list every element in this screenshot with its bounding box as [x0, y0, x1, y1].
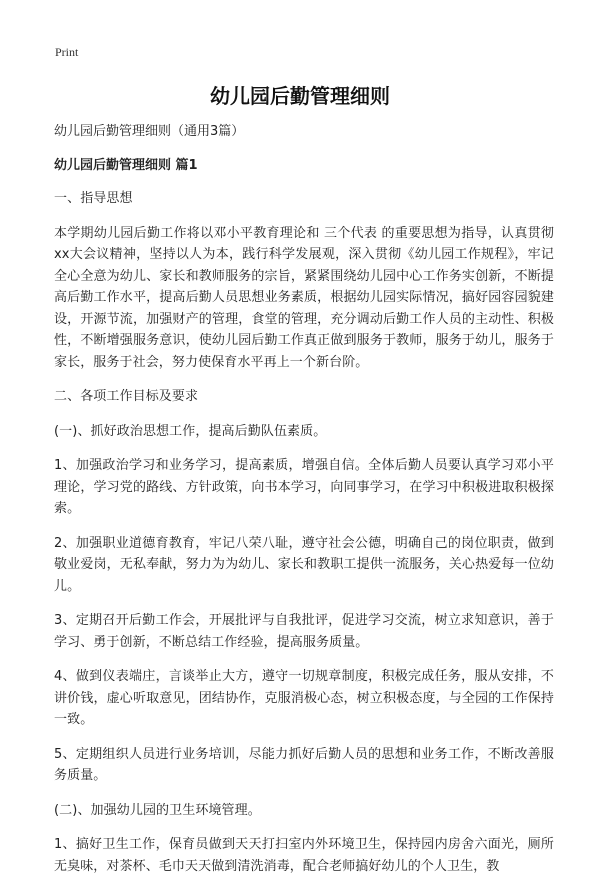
paragraph-item-5: 5、定期组织人员进行业务培训，尽能力抓好后勤人员的思想和业务工作，不断改善服务质量。 — [54, 746, 554, 783]
section-heading: 幼儿园后勤管理细则 篇1 — [54, 157, 198, 173]
print-label: Print — [55, 45, 79, 59]
paragraph-hygiene-item-1: 1、搞好卫生工作，保育员做到天天打扫室内外环境卫生，保持园内房舍六面光，厕所无臭味，对茶杯、毛巾天天做到清洗消毒，配合老师搞好幼儿的个人卫生，教 — [54, 837, 554, 874]
heading-guiding-ideology: 一、指导思想 — [54, 191, 133, 206]
paragraph-item-2: 2、加强职业道德育教育，牢记八荣八耻，遵守社会公德，明确自己的岗位职责，做到敬业爱岗，无私奉献，努力为为幼儿、家长和教职工提供一流服务，关心热爱每一位幼儿。 — [54, 535, 554, 594]
paragraph-guiding-ideology: 本学期幼儿园后勤工作将以邓小平教育理论和 三个代表 的重要思想为指导，认真贯彻xx大会议精神，坚持以人为本，践行科学发展观，深入贯彻《幼儿园工作规程》，牢记全心全意为幼儿、家长和教师服务的宗旨，紧紧围绕幼儿园中心工作务实创新，不断提高后勤工作水平，提高后勤人员思想业务素质，根据幼儿园实际情况，搞好园容园貌建设，开源节流，加强财产的管理，食堂的管理，充分调动后勤工作人员的主动性、积极性，不断增强服务意识，使幼儿园后勤工作真正做到服务于教师，服务于幼儿，服务于家长，服务于社会，努力使保育水平再上一个新台阶。 — [54, 225, 554, 370]
document-subtitle: 幼儿园后勤管理细则（通用3篇） — [54, 124, 245, 139]
paragraph-item-3: 3、定期召开后勤工作会，开展批评与自我批评，促进学习交流，树立求知意识，善于学习、勇于创新，不断总结工作经验，提高服务质量。 — [54, 613, 554, 650]
subheading-hygiene: (二)、加强幼儿园的卫生环境管理。 — [54, 802, 261, 818]
heading-work-goals: 二、各项工作目标及要求 — [54, 389, 199, 404]
page-title: 幼儿园后勤管理细则 — [210, 84, 390, 108]
subheading-political-work: (一)、抓好政治思想工作，提高后勤队伍素质。 — [54, 423, 327, 439]
document-body — [54, 121, 554, 890]
paragraph-item-1: 1、加强政治学习和业务学习，提高素质，增强自信。全体后勤人员要认真学习邓小平理论，学习党的路线、方针政策，向书本学习，向同事学习，在学习中积极进取积极探索。 — [54, 458, 554, 516]
paragraph-item-4: 4、做到仪表端庄，言谈举止大方，遵守一切规章制度，积极完成任务，服从安排，不讲价钱，虚心听取意见，团结协作，克服消极心态，树立积极态度，与全园的工作保持一致。 — [54, 669, 554, 727]
